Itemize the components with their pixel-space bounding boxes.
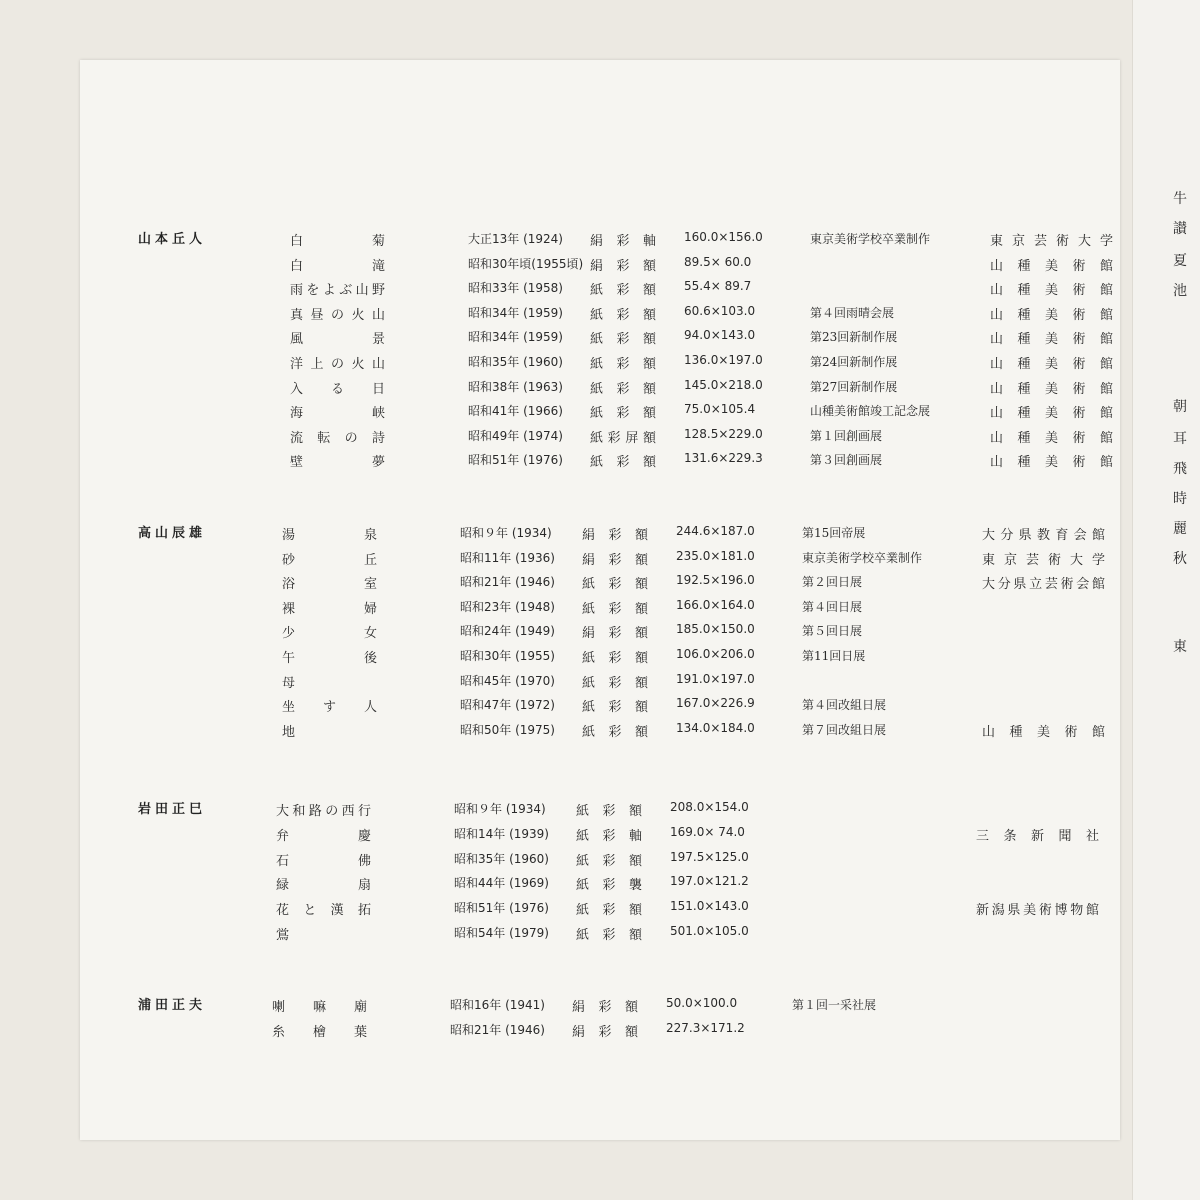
artist-name: 山本丘人 [138,232,207,247]
work-exhibit: 東京美術学校卒業制作 [802,550,923,565]
work-year: 昭和30年 (1955) [460,649,555,663]
work-owner: 大分県教育会館 [982,528,1106,543]
work-size: 191.0×197.0 [676,671,755,686]
adjacent-page-glyph: 東 [1173,639,1187,655]
work-year: 昭和24年 (1949) [460,624,555,639]
catalog-page [80,60,1120,1140]
work-title: 湯泉 [282,528,378,543]
work-year: 昭和35年 (1960) [454,851,549,866]
artist-name: 高山辰雄 [138,526,207,541]
work-owner: 山種美術館 [990,430,1114,446]
work-year: 昭和11年 (1936) [460,550,555,565]
adjacent-page-glyph: 麗 [1173,521,1187,537]
work-year: 昭和38年 (1963) [468,379,563,394]
work-title: 風景 [290,332,386,348]
work-medium: 紙彩額 [582,601,648,617]
work-medium: 紙彩額 [590,357,656,372]
work-row [80,328,1120,352]
work-medium: 紙彩額 [576,853,642,869]
work-row [80,598,1120,622]
work-size: 75.0×105.4 [684,402,756,417]
work-row [80,874,1120,898]
work-row [80,696,1120,720]
work-row [80,279,1120,303]
work-exhibit: 第７回改組日展 [802,722,887,737]
work-title: 洋上の火山 [290,357,386,372]
work-size: 151.0×143.0 [670,899,749,914]
work-title: 糸檜葉 [272,1024,368,1040]
work-title: 白菊 [290,234,386,249]
work-size: 166.0×164.0 [676,597,755,612]
work-exhibit: 第11回日展 [802,649,866,663]
adjacent-page-glyph: 飛 [1173,461,1187,477]
work-title: 鴬 [276,928,291,943]
work-size: 136.0×197.0 [684,353,763,367]
work-title: 壁夢 [290,455,386,471]
work-row [80,1021,1120,1045]
work-exhibit: 第４回雨晴会展 [810,305,895,320]
work-size: 185.0×150.0 [676,622,755,637]
work-row [80,304,1120,328]
work-size: 134.0×184.0 [676,720,755,735]
work-title: 流転の詩 [290,430,386,446]
work-medium: 紙彩襲 [576,878,642,894]
work-exhibit: 第１回一采社展 [792,998,877,1012]
work-row [80,721,1120,745]
work-row [80,996,1120,1020]
work-row [80,255,1120,279]
adjacent-page-glyph: 池 [1173,283,1187,299]
work-owner: 山種美術館 [990,455,1114,471]
adjacent-page-glyph: 時 [1173,491,1187,507]
work-title: 少女 [282,626,378,642]
work-exhibit: 第15回帝展 [802,526,866,540]
work-medium: 絹彩額 [590,258,656,274]
work-row [80,924,1120,948]
work-size: 197.5×125.0 [670,849,749,864]
work-medium: 紙彩額 [576,804,642,819]
work-medium: 紙彩軸 [576,828,642,844]
work-row [80,573,1120,597]
work-exhibit: 第27回新制作展 [810,379,898,394]
work-year: 昭和30年頃(1955頃) [468,256,584,271]
work-year: 昭和16年 (1941) [450,998,545,1012]
work-size: 160.0×156.0 [684,230,763,244]
work-row [80,353,1120,377]
work-year: 昭和23年 (1948) [460,599,555,614]
work-exhibit: 第２回日展 [802,575,863,590]
work-size: 94.0×143.0 [684,328,756,343]
work-row [80,402,1120,426]
work-year: 昭和35年 (1960) [468,355,563,369]
work-title: 白滝 [290,258,386,274]
work-medium: 絹彩額 [582,626,648,642]
work-owner: 東京芸術大学 [990,234,1114,249]
work-year: 昭和54年 (1979) [454,926,549,940]
work-size: 227.3×171.2 [666,1020,745,1035]
work-title: 砂丘 [282,552,378,568]
work-medium: 絹彩額 [582,552,648,568]
work-owner: 三条新聞社 [976,828,1100,844]
work-size: 106.0×206.0 [676,647,755,661]
work-medium: 紙彩額 [590,283,656,299]
work-row [80,427,1120,451]
work-year: 大正13年 (1924) [468,232,563,246]
work-medium: 絹彩額 [572,1000,638,1015]
work-title: 海峡 [290,406,386,422]
work-row [80,549,1120,573]
work-exhibit: 第４回日展 [802,599,863,614]
work-title: 浴室 [282,577,378,593]
work-row [80,230,1120,254]
work-medium: 絹彩額 [582,528,648,543]
work-year: 昭和21年 (1946) [450,1022,545,1037]
work-row [80,378,1120,402]
work-size: 145.0×218.0 [684,377,763,392]
work-year: 昭和51年 (1976) [468,453,563,468]
work-exhibit: 第１回創画展 [810,428,883,443]
work-owner: 山種美術館 [990,332,1114,348]
work-year: 昭和44年 (1969) [454,876,549,891]
work-year: 昭和41年 (1966) [468,404,563,419]
work-owner: 山種美術館 [990,357,1114,372]
adjacent-page-glyph: 耳 [1173,431,1187,447]
adjacent-page-glyph: 秋 [1173,551,1187,567]
work-title: 雨をよぶ山野 [290,283,386,299]
work-owner: 東京芸術大学 [982,552,1106,568]
work-medium: 紙彩額 [582,577,648,593]
work-row [80,647,1120,671]
work-size: 208.0×154.0 [670,800,749,814]
work-size: 55.4× 89.7 [684,279,752,294]
work-medium: 紙彩額 [576,903,642,919]
work-title: 喇嘛廟 [272,1000,368,1015]
artist-name: 浦田正夫 [138,998,207,1013]
work-owner: 新潟県美術博物館 [976,903,1100,919]
work-size: 169.0× 74.0 [670,824,745,839]
work-title: 花と漢拓 [276,903,372,919]
work-title: 坐す人 [282,700,378,716]
work-exhibit: 第５回日展 [802,624,863,639]
work-medium: 紙彩額 [582,700,648,716]
work-exhibit: 第23回新制作展 [810,330,898,345]
work-size: 197.0×121.2 [670,874,749,889]
work-year: 昭和34年 (1959) [468,305,563,320]
work-medium: 紙彩額 [590,455,656,471]
work-owner: 大分県立芸術会館 [982,577,1106,593]
work-title: 石佛 [276,853,372,869]
work-medium: 紙彩額 [576,928,642,943]
work-medium: 絹彩軸 [590,234,656,249]
work-row [80,825,1120,849]
work-owner: 山種美術館 [990,283,1114,299]
work-exhibit: 第４回改組日展 [802,698,887,713]
work-size: 244.6×187.0 [676,524,755,538]
work-title: 午後 [282,651,378,666]
artist-name: 岩田正巳 [138,802,207,817]
work-medium: 絹彩額 [572,1024,638,1040]
work-title: 母 [282,675,297,691]
work-size: 131.6×229.3 [684,451,763,466]
work-year: 昭和９年 (1934) [454,802,546,816]
work-row [80,850,1120,874]
work-owner: 山種美術館 [990,258,1114,274]
work-title: 地 [282,724,297,740]
work-row [80,899,1120,923]
work-year: 昭和47年 (1972) [460,698,555,713]
work-title: 弁慶 [276,828,372,844]
adjacent-page-glyph: 夏 [1173,253,1187,269]
work-year: 昭和33年 (1958) [468,281,563,296]
work-medium: 紙彩額 [582,651,648,666]
work-medium: 紙彩額 [590,381,656,397]
work-medium: 紙彩額 [590,332,656,348]
work-size: 89.5× 60.0 [684,254,752,269]
work-size: 167.0×226.9 [676,696,755,711]
work-title: 大和路の西行 [276,804,372,819]
work-size: 128.5×229.0 [684,426,763,441]
work-owner: 山種美術館 [990,406,1114,422]
work-year: 昭和45年 (1970) [460,673,555,688]
work-year: 昭和９年 (1934) [460,526,552,540]
work-medium: 紙彩屏額 [590,430,656,446]
adjacent-page-glyph: 讃 [1173,221,1187,237]
adjacent-page-glyph: 牛 [1173,191,1187,207]
work-owner: 山種美術館 [990,381,1114,397]
work-title: 緑扇 [276,878,372,894]
work-exhibit: 第24回新制作展 [810,355,898,369]
work-year: 昭和34年 (1959) [468,330,563,345]
work-medium: 紙彩額 [582,724,648,740]
work-row [80,524,1120,548]
adjacent-page-edge [1132,0,1200,1200]
work-year: 昭和21年 (1946) [460,575,555,590]
work-exhibit: 山種美術館竣工記念展 [810,404,931,419]
work-owner: 山種美術館 [990,307,1114,323]
work-year: 昭和14年 (1939) [454,826,549,841]
work-year: 昭和50年 (1975) [460,722,555,737]
work-size: 60.6×103.0 [684,303,756,318]
work-size: 501.0×105.0 [670,924,749,938]
work-owner: 山種美術館 [982,724,1106,740]
work-medium: 紙彩額 [590,406,656,422]
work-exhibit: 第３回創画展 [810,453,883,468]
work-title: 裸婦 [282,601,378,617]
work-size: 50.0×100.0 [666,996,738,1010]
work-row [80,622,1120,646]
work-year: 昭和49年 (1974) [468,428,563,443]
work-medium: 紙彩額 [590,307,656,323]
work-exhibit: 東京美術学校卒業制作 [810,232,931,246]
work-row [80,451,1120,475]
work-row [80,800,1120,824]
work-title: 入る日 [290,381,386,397]
work-row [80,672,1120,696]
work-title: 真昼の火山 [290,307,386,323]
adjacent-page-glyph: 朝 [1173,399,1187,415]
work-size: 192.5×196.0 [676,573,755,588]
work-medium: 紙彩額 [582,675,648,691]
work-year: 昭和51年 (1976) [454,901,549,916]
work-size: 235.0×181.0 [676,548,755,563]
